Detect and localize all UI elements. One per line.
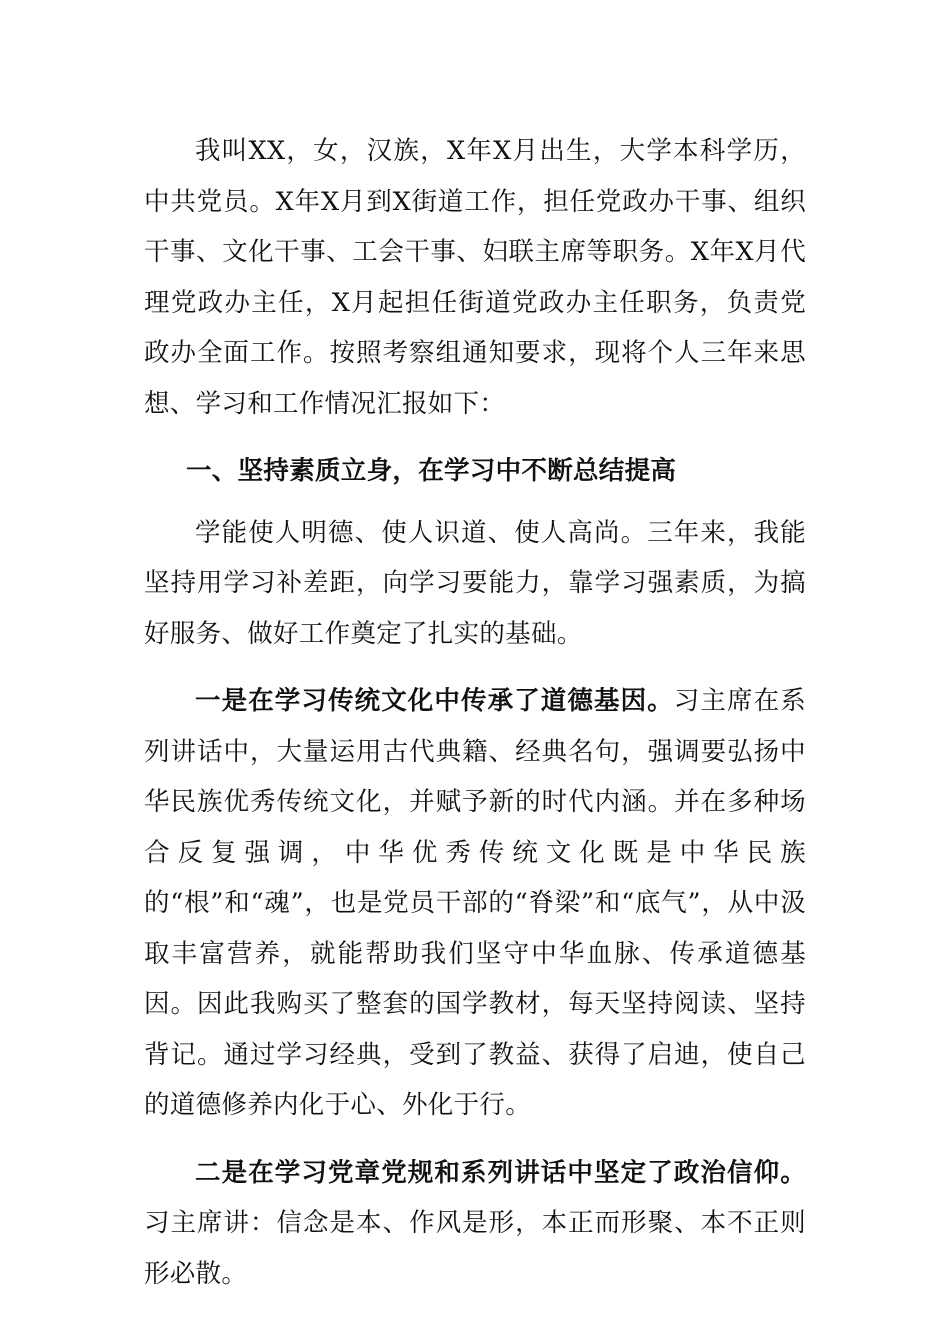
point-two-paragraph (144, 1148, 806, 1300)
point-one-body: 习主席在系列讲话中，大量运用古代典籍、经典名句，强调要弘扬中华民族优秀传统文化，并赋予新的时代内涵。并在多种场合反复强调，中华优秀传统文化既是中华民族的“根”和“魂”，也是党员干部的“脊梁”和“底气”，从中汲取丰富营养，就能帮助我们坚守中华血脉、传承道德基因。因此我购买了整套的国学教材，每天坚持阅读、坚持背记。通过学习经典，受到了教益、获得了启迪，使自己的道德修养内化于心、外化于行。 (144, 686, 806, 1120)
point-two-body: 习主席讲：信念是本、作风是形，本正而形聚、本不正则形必散。 (144, 1208, 806, 1289)
point-two-lead: 二是在学习党章党规和系列讲话中坚定了政治信仰。 (195, 1157, 806, 1188)
point-one-paragraph (144, 676, 806, 1131)
intro-paragraph: 我叫XX，女，汉族，X年X月出生，大学本科学历，中共党员。X年X月到X街道工作，担任党政办干事、组织干事、文化干事、工会干事、妇联主席等职务。X年X月代理党政办主任，X月起担任街道党政办主任职务，负责党政办全面工作。按照考察组通知要求，现将个人三年来思想、学习和工作情况汇报如下： (144, 136, 806, 419)
point-one-lead: 一是在学习传统文化中传承了道德基因。 (195, 686, 674, 716)
section-heading: 一、坚持素质立身，在学习中不断总结提高 (186, 456, 677, 486)
document-page (144, 126, 806, 1299)
section-intro-paragraph: 学能使人明德、使人识道、使人高尚。三年来，我能坚持用学习补差距，向学习要能力，靠学习强素质，为搞好服务、做好工作奠定了扎实的基础。 (144, 517, 806, 649)
